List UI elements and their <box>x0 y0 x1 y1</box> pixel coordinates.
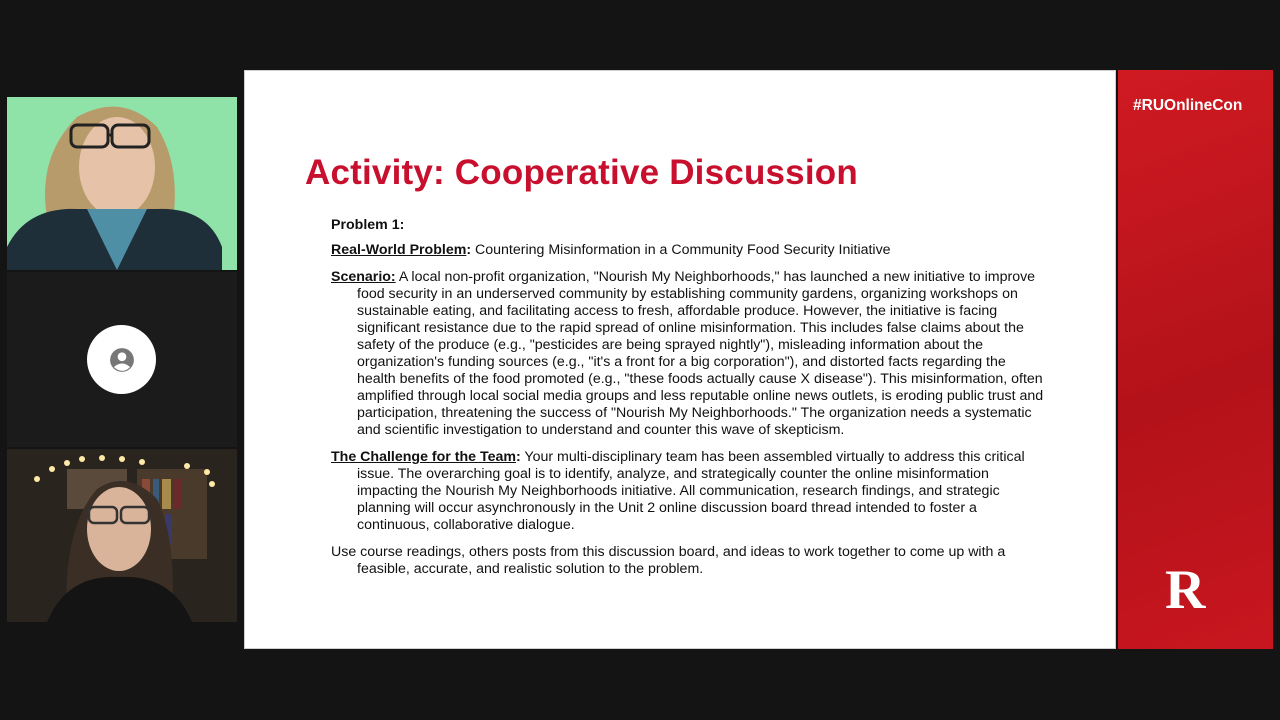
challenge-paragraph <box>331 449 1047 534</box>
participant-video-tile-1[interactable] <box>7 97 237 270</box>
scenario-label: Scenario: <box>331 269 396 285</box>
participant-avatar-tile-2[interactable] <box>7 272 237 447</box>
scenario-text: A local non-profit organization, "Nourish My Neighborhoods," has launched a new initiative to improve food security in an underserved community by establishing community gardens, organizing workshops on sustainable eating, and facilitating access to fresh, affordable produce. However, the initiative is facing significant resistance due to the rapid spread of online misinformation. This includes false claims about the safety of the produce (e.g., "pesticides are being sprayed nightly"), misleading information about the organization's funding sources (e.g., "it's a front for a big corporation"), and distorted facts regarding the health benefits of the food promoted (e.g., "these foods actually cause X disease"). This misinformation, often amplified through local social media groups and less reputable online news outlets, is eroding public trust and participation, threatening the success of "Nourish My Neighborhoods." The organization needs a systematic and scientific investigation to understand and counter this wave of skepticism. <box>357 269 1044 438</box>
challenge-label: The Challenge for the Team <box>331 449 516 465</box>
participant-video-image-3 <box>7 449 237 622</box>
participant-video-image-1 <box>7 97 237 270</box>
problem-heading-text: Problem 1: <box>331 217 405 233</box>
conference-hashtag: #RUOnlineCon <box>1133 97 1243 114</box>
challenge-colon: : <box>516 449 521 465</box>
real-world-colon: : <box>466 242 472 258</box>
scenario-paragraph <box>331 269 1047 439</box>
participant-video-tile-3[interactable] <box>7 449 237 622</box>
problem-heading <box>331 217 1047 234</box>
shared-slide <box>244 70 1116 649</box>
challenge-text: Your multi-disciplinary team has been assembled virtually to address this critical issue. The overarching goal is to identify, analyze, and strategically counter the online misinformation impacting the Nourish My Neighborhoods initiative. All communication, research findings, and strategic planning will occur asynchronously in the Unit 2 online discussion board thread intended to foster a continuous, collaborative dialogue. <box>357 449 1025 533</box>
user-avatar-icon <box>87 325 156 394</box>
closing-paragraph <box>331 544 1047 578</box>
conference-sidebar <box>1118 70 1273 649</box>
rutgers-logo: R <box>1165 559 1206 621</box>
slide-body <box>331 217 1047 588</box>
real-world-problem <box>331 242 1047 259</box>
slide-title: Activity: Cooperative Discussion <box>305 153 858 192</box>
real-world-text: Countering Misinformation in a Community Food Security Initiative <box>471 242 891 258</box>
real-world-label: Real-World Problem <box>331 242 467 258</box>
closing-text: Use course readings, others posts from this discussion board, and ideas to work together to come up with a feasible, accurate, and realistic solution to the problem. <box>331 544 1006 577</box>
